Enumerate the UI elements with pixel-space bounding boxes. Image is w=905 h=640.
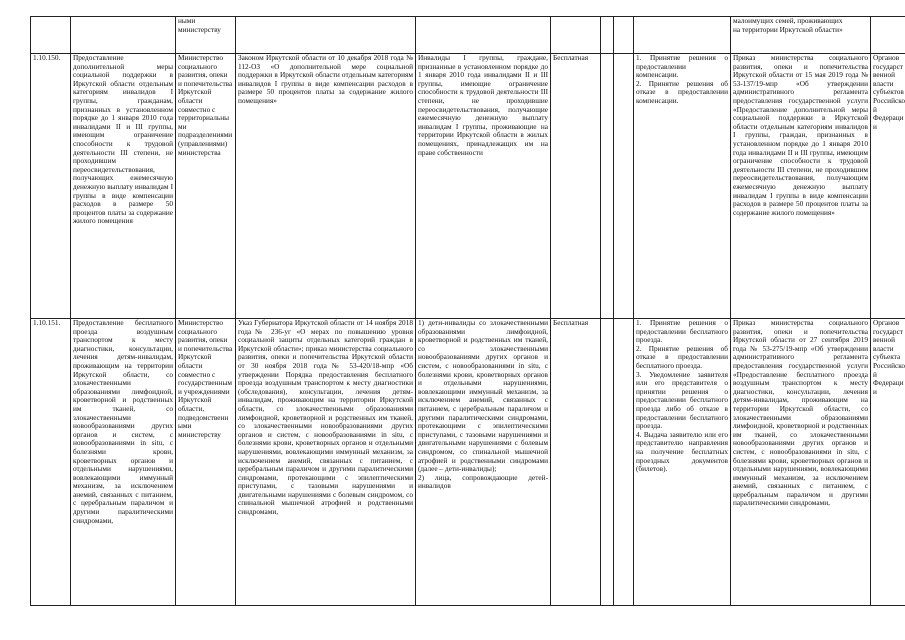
result-item: 3. Уведомление заявителя или его представителя о принятии решения о предоставлении бесплатного проезда либо об отказе в предоставлении бесплатного проезда. bbox=[636, 369, 728, 431]
cell-number: 1.10.150. bbox=[31, 54, 71, 319]
cell-regulation bbox=[731, 17, 871, 54]
cell-legal-basis bbox=[236, 17, 416, 54]
cell-level: Органов государственной власти субъекта Российской Федерации bbox=[871, 319, 905, 606]
cell-empty-7 bbox=[601, 17, 614, 54]
cell-empty-8 bbox=[614, 319, 634, 606]
cell-service: Предоставление бесплатного проезда воздушным транспортом к месту диагностики, консультации, лечения детям-инвалидам, проживающим на территории Иркутской области, со злокачественными образованиями лимфоидной, кроветворной и родственных им тканей, со злокачественными новообразованиями других органов и систем, с новообразованиями in situ, с болезнями крови, кроветворных органов и отдельными нарушениями, вовлекающими иммунный механизм, за исключением анемий, связанных с питанием, с церебральным параличом и другими паралитическими синдромами, bbox=[71, 319, 176, 606]
result-item: 2. Принятие решения об отказе в предоставлении бесплатного проезда. bbox=[636, 343, 728, 370]
cell-legal-basis: Законом Иркутской области от 10 декабря 2018 года № 112-ОЗ «О дополнительной мере социальной поддержки в Иркутской области отдельным категориям инвалидов I группы в виде компенсации расходов в размере 50 процентов платы за содержание жилого помещения» bbox=[236, 54, 416, 319]
cell-empty-7 bbox=[601, 54, 614, 319]
cell-number bbox=[31, 17, 71, 54]
table-row-continuation bbox=[31, 17, 905, 54]
cell-number: 1.10.151. bbox=[31, 319, 71, 606]
cell-level: Органов государственной власти субъектов Российской Федерации bbox=[871, 54, 905, 319]
cell-results bbox=[634, 54, 731, 319]
authority-text: ными министерству bbox=[178, 16, 221, 34]
cell-empty-8 bbox=[614, 54, 634, 319]
cell-paid: Бесплатная bbox=[551, 319, 601, 606]
cell-authority bbox=[176, 17, 236, 54]
cell-level bbox=[871, 17, 905, 54]
services-register-table bbox=[30, 16, 905, 606]
cell-recipients bbox=[416, 17, 551, 54]
cell-service: Предоставление дополнительной меры социальной поддержки в Иркутской области отдельным категориям инвалидов I группы, гражданам, признанных в установленном порядке до 1 января 2010 года инвалидами II и III группы, имеющим ограничение способности к трудовой деятельности III степени, не проходившим переосвидетельствования, получающих ежемесячную денежную выплату инвалидам I группы в виде компенсации расходов в размере 50 процентов платы за содержание жилого помещения bbox=[71, 54, 176, 319]
cell-empty-8 bbox=[614, 17, 634, 54]
cell-empty-7 bbox=[601, 319, 614, 606]
table-row bbox=[31, 54, 905, 319]
cell-authority: Министерство социального развития, опеки и попечительства Иркутской области совместно с государственными учреждениями Иркутской области, подведомственными министерству bbox=[176, 319, 236, 606]
result-item: 2. Принятие решения об отказе в предоставлении компенсации. bbox=[636, 78, 728, 105]
regulation-text: малоимущих семей, проживающих на территории Иркутской области» bbox=[733, 16, 843, 34]
result-item: 4. Выдача заявителю или его представителю направления на получение бесплатных проездных документов (билетов). bbox=[636, 429, 728, 474]
cell-results bbox=[634, 319, 731, 606]
recipients-text: 1) дети-инвалиды со злокачественными образованиями лимфоидной, кроветворной и родственных им тканей, со злокачественными новообразованиями других органов и систем, с новообразованиями in situ, с болезнями крови, кроветворных органов и отдельными нарушениями, вовлекающими иммунный механизм, за исключением анемий, связанных с питанием, с церебральным параличом и другими паралитическими синдромами, протекающими с эпилептическими приступами, с тазовыми нарушениями и двигательными нарушениями с болевым синдромом, со спинальной мышечной атрофией и родственными синдромами (далее – дети-инвалиды); 2) лица, сопровождающие детей-инвалидов bbox=[418, 318, 548, 491]
cell-service bbox=[71, 17, 176, 54]
result-item: 1. Принятие решения о предоставлении бесплатного проезда. bbox=[636, 318, 728, 345]
cell-authority: Министерство социального развития, опеки и попечительства Иркутской области совместно с территориальными подразделениями (управлениями) министерства bbox=[176, 54, 236, 319]
cell-paid bbox=[551, 17, 601, 54]
cell-regulation: Приказ министерства социального развития, опеки и попечительства Иркутской области от 27 сентября 2019 года № 53-275/19-мпр «Об утверждении административного регламента предоставления государственной услуги «Предоставление бесплатного проезда воздушным транспортом к месту диагностики, консультации, лечения детям-инвалидам, проживающим на территории Иркутской области, со злокачественными образованиями лимфоидной, кроветворной и родственных им тканей, со злокачественными новообразованиями других органов и систем, с новообразованиями in situ, с болезнями крови, кроветворных органов и отдельными нарушениями, вовлекающими иммунный механизм, за исключением анемий, связанных с питанием, с церебральным параличом и другими паралитическими синдромами, bbox=[731, 319, 871, 606]
cell-recipients: Инвалиды I группы, граждане, признанные в установленном порядке до 1 января 2010 года инвалидами II и III группы, имеющие ограничение способности к трудовой деятельности III степени, не проходившие переосвидетельствования, получающие ежемесячную денежную выплату инвалидам I группы, проживающие на территории Иркутской области в жилых помещениях, принадлежащих им на праве собственности bbox=[416, 54, 551, 319]
cell-paid: Бесплатная bbox=[551, 54, 601, 319]
cell-results bbox=[634, 17, 731, 54]
cell-regulation: Приказ министерства социального развития, опеки и попечительства Иркутской области от 15 мая 2019 года № 53-137/19-мпр «Об утверждении административного регламента предоставления государственной услуги «Предоставление дополнительной меры социальной поддержки в Иркутской области отдельным категориям инвалидов I группы, граждан, признанных в установленном порядке до 1 января 2010 года инвалидами II и III группы, имеющим ограничение способности к трудовой деятельности III степени, не проходившим переосвидетельствования, получающим ежемесячную денежную выплату инвалидам I группы в виде компенсации расходов в размере 50 процентов платы за содержание жилого помещения» bbox=[731, 54, 871, 319]
cell-legal-basis: Указ Губернатора Иркутской области от 14 ноября 2018 года№ 236-уг «О мерах по повышению уровня социальной защиты отдельных категорий граждан в Иркутской области»; приказ министерства социального развития, опеки и попечительства Иркутской области от 30 ноября 2018 года№ 53-420/18-мпр «Об утверждении Порядка предоставления бесплатного проезда воздушным транспортом к месту диагностики (обследования), консультации, лечения детям-инвалидам, проживающим на территории Иркутской области, со злокачественными образованиями лимфоидной, кроветворной и родственных им тканей, со злокачественными новообразованиями других органов и систем, с новообразованиями in situ, с болезнями крови, кроветворных органов и отдельными нарушениями, вовлекающими иммунный механизм, за исключением анемий, связанных с питанием, с церебральным параличом и другими паралитическими синдромами, протекающими с эпилептическими приступами, с тазовыми нарушениями и двигательными нарушениями с болевым синдромом, со спинальной мышечной атрофией и родственными синдромами, bbox=[236, 319, 416, 606]
cell-recipients bbox=[416, 319, 551, 606]
table-row bbox=[31, 319, 905, 606]
result-item: 1. Принятие решения о предоставлении компенсации. bbox=[636, 53, 728, 80]
